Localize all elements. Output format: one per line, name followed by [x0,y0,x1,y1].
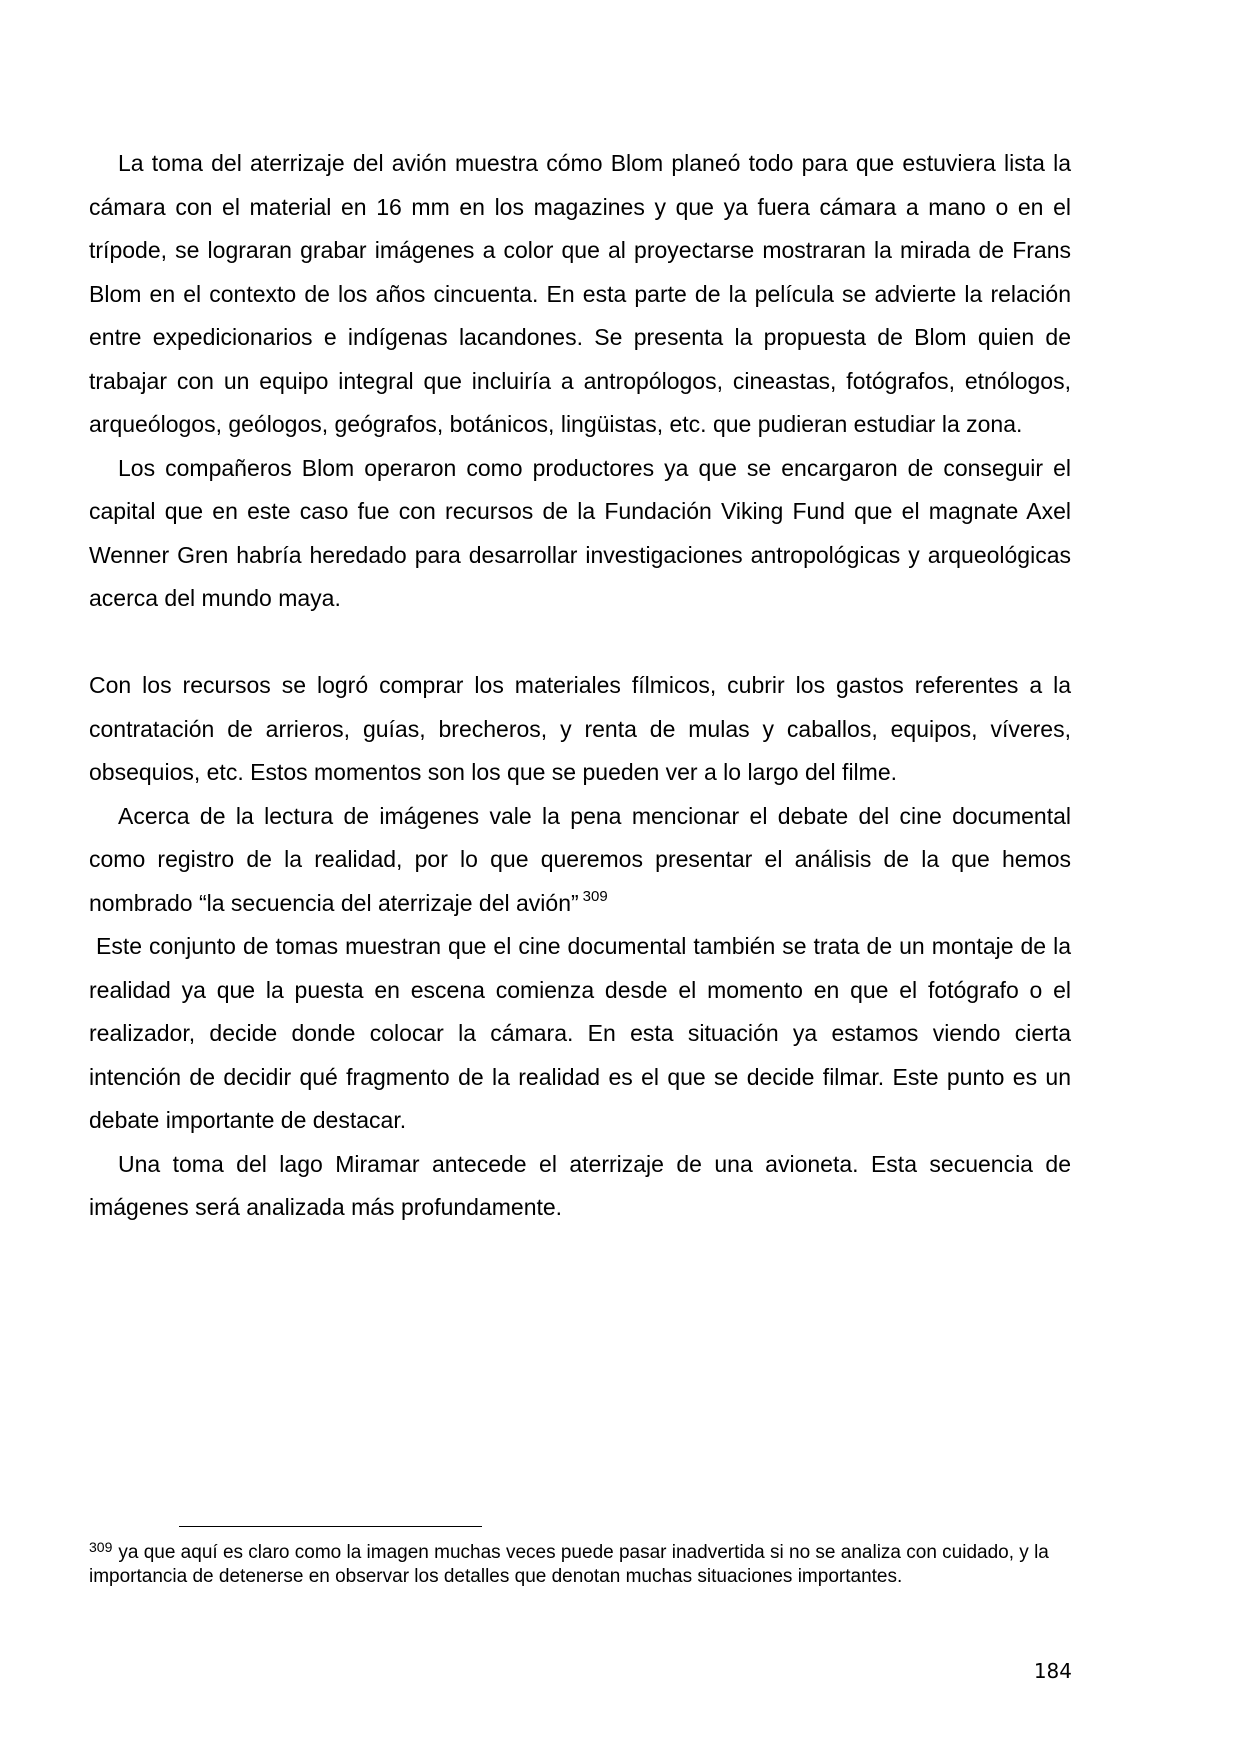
paragraph-with-footnote-ref [89,795,1071,926]
paragraph-text: Acerca de la lectura de imágenes vale la pena mencionar el debate del cine documental como registro de la realidad, por lo que queremos presentar el análisis de la que hemos nombrado “la secuencia del aterrizaje del avión” [89,802,1071,916]
page-number: 184 [1033,1659,1072,1683]
body-text [89,142,1071,1230]
paragraph: Este conjunto de tomas muestran que el cine documental también se trata de un montaje de la realidad ya que la puesta en escena comienza desde el momento en que el fotógrafo o el realizador, decide donde colocar la cámara. En esta situación ya estamos viendo cierta intención de decidir qué fragmento de la realidad es el que se decide filmar. Este punto es un debate importante de destacar. [89,933,1071,1133]
paragraph: Los compañeros Blom operaron como productores ya que se encargaron de conseguir el capital que en este caso fue con recursos de la Fundación Viking Fund que el magnate Axel Wenner Gren habría heredado para desarrollar investigaciones antropológicas y arqueológicas acerca del mundo maya. [89,454,1071,611]
footnote [89,1541,1049,1589]
footnote-text: ya que aquí es claro como la imagen muchas veces puede pasar inadvertida si no se analiza con cuidado, y la importancia de detenerse en observar los detalles que denotan muchas situaciones importantes. [89,1542,1049,1587]
footnote-reference[interactable]: 309 [582,887,608,905]
footnote-separator [179,1526,482,1527]
footnote-number: 309 [89,1539,113,1555]
paragraph-gap [89,621,1071,665]
paragraph: Una toma del lago Miramar antecede el aterrizaje de una avioneta. Esta secuencia de imágenes será analizada más profundamente. [89,1150,1071,1220]
paragraph: Con los recursos se logró comprar los materiales fílmicos, cubrir los gastos referentes a la contratación de arrieros, guías, brecheros, y renta de mulas y caballos, equipos, víveres, obsequios, etc. Estos momentos son los que se pueden ver a lo largo del filme. [89,672,1071,785]
paragraph: La toma del aterrizaje del avión muestra cómo Blom planeó todo para que estuviera lista la cámara con el material en 16 mm en los magazines y que ya fuera cámara a mano o en el trípode, se lograran grabar imágenes a color que al proyectarse mostraran la mirada de Frans Blom en el contexto de los años cincuenta. En esta parte de la película se advierte la relación entre expedicionarios e indígenas lacandones. Se presenta la propuesta de Blom quien de trabajar con un equipo integral que incluiría a antropólogos, cineastas, fotógrafos, etnólogos, arqueólogos, geólogos, geógrafos, botánicos, lingüistas, etc. que pudieran estudiar la zona. [89,150,1071,437]
